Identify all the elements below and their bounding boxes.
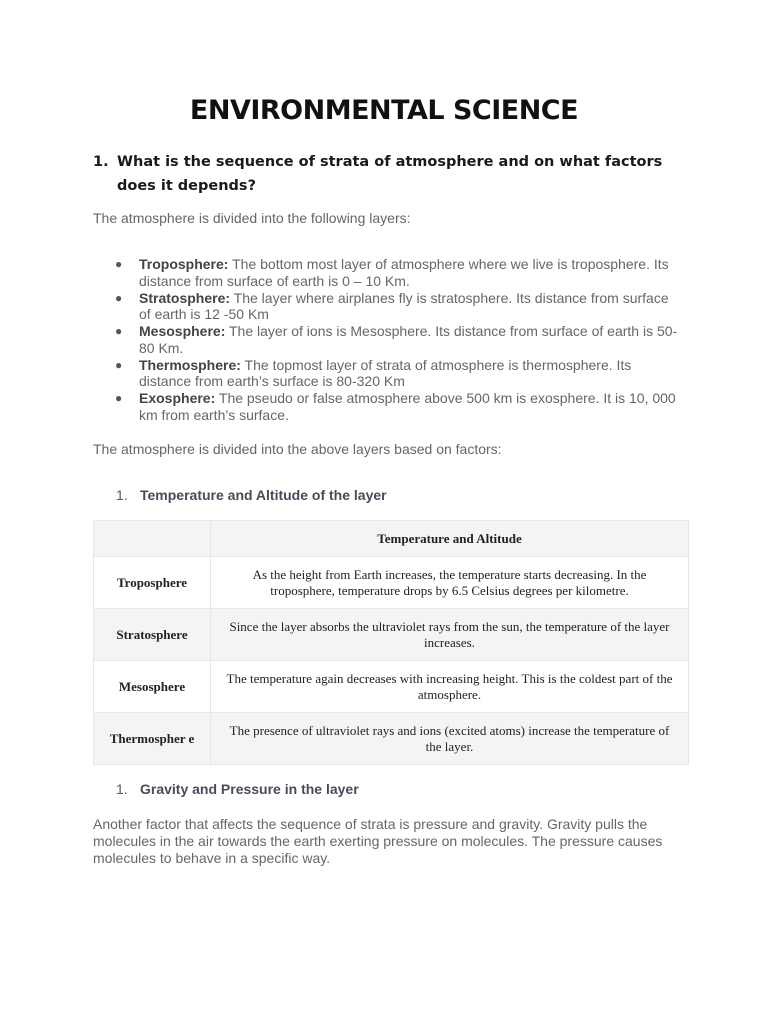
layer-desc: The layer of ions is Mesosphere. Its distance from surface of earth is 50-80 Km.: [139, 323, 678, 356]
layer-desc: The layer where airplanes fly is stratosphere. Its distance from surface of earth is 12 -50 Km: [139, 289, 669, 322]
layer-term: Troposphere:: [139, 256, 229, 272]
table-cell-desc: Since the layer absorbs the ultraviolet rays from the sun, the temperature of the layer increases.: [211, 609, 689, 661]
factor-number: 1.: [116, 781, 128, 797]
layer-term: Stratosphere:: [139, 289, 231, 306]
layer-desc: The pseudo or false atmosphere above 500 km is exosphere. It is 10, 000 km from earth’s surface.: [139, 390, 676, 423]
bullet-icon: ●: [115, 324, 123, 338]
bullet-icon: ●: [115, 257, 123, 271]
factors-intro-text: The atmosphere is divided into the above layers based on factors:: [93, 441, 502, 457]
intro-text: The atmosphere is divided into the following layers:: [93, 210, 411, 226]
table-cell-desc: The temperature again decreases with increasing height. This is the coldest part of the atmosphere.: [211, 661, 689, 713]
table-row: [94, 713, 689, 765]
bullet-icon: ●: [115, 290, 123, 305]
table-cell-layer: Stratosphere: [94, 609, 211, 661]
layer-term: Thermosphere:: [139, 356, 241, 373]
list-item: [93, 323, 683, 356]
gravity-paragraph: Another factor that affects the sequence of strata is pressure and gravity. Gravity pulls the molecules in the air towards the earth exerting pressure on molecules. The pressure causes molecules to behave in a specific way.: [93, 816, 663, 866]
bullet-icon: ●: [115, 391, 123, 405]
temperature-table: [93, 520, 689, 765]
factor-number: 1.: [116, 487, 128, 503]
table-cell-layer: Mesosphere: [94, 661, 211, 713]
list-item: [93, 390, 683, 423]
table-header-empty: [94, 521, 211, 557]
table-cell-layer: Thermospher e: [94, 713, 211, 765]
factor-title: Temperature and Altitude of the layer: [140, 487, 387, 503]
document-title: ENVIRONMENTAL SCIENCE: [189, 95, 579, 126]
table-row: [94, 609, 689, 661]
list-item: [93, 256, 683, 289]
list-item: [93, 357, 683, 390]
question-number: 1.: [93, 154, 109, 170]
layers-list: [93, 256, 683, 424]
factor-heading-gravity: [116, 781, 676, 797]
question-1: [93, 150, 683, 198]
layer-desc: The topmost layer of strata of atmosphere is thermosphere. Its distance from earth’s surface is 80-320 Km: [139, 356, 632, 389]
factor-heading-temperature: [116, 487, 676, 503]
list-item: [93, 290, 683, 323]
layer-term: Mesosphere:: [139, 323, 226, 339]
layer-desc: The bottom most layer of atmosphere where we live is troposphere. Its distance from surface of earth is 0 – 10 Km.: [139, 256, 669, 289]
table-header-title: Temperature and Altitude: [211, 521, 689, 557]
bullet-icon: ●: [115, 357, 123, 372]
table-row: [94, 557, 689, 609]
layer-term: Exosphere:: [139, 390, 216, 406]
table-row: [94, 661, 689, 713]
table-cell-layer: Troposphere: [94, 557, 211, 609]
question-text: What is the sequence of strata of atmosphere and on what factors does it depends?: [117, 154, 663, 194]
table-header-row: [94, 521, 689, 557]
table-cell-desc: As the height from Earth increases, the temperature starts decreasing. In the troposphere, temperature drops by 6.5 Celsius degrees per kilometre.: [211, 557, 689, 609]
table-cell-desc: The presence of ultraviolet rays and ions (excited atoms) increase the temperature of the layer.: [211, 713, 689, 765]
factor-title: Gravity and Pressure in the layer: [140, 781, 359, 797]
